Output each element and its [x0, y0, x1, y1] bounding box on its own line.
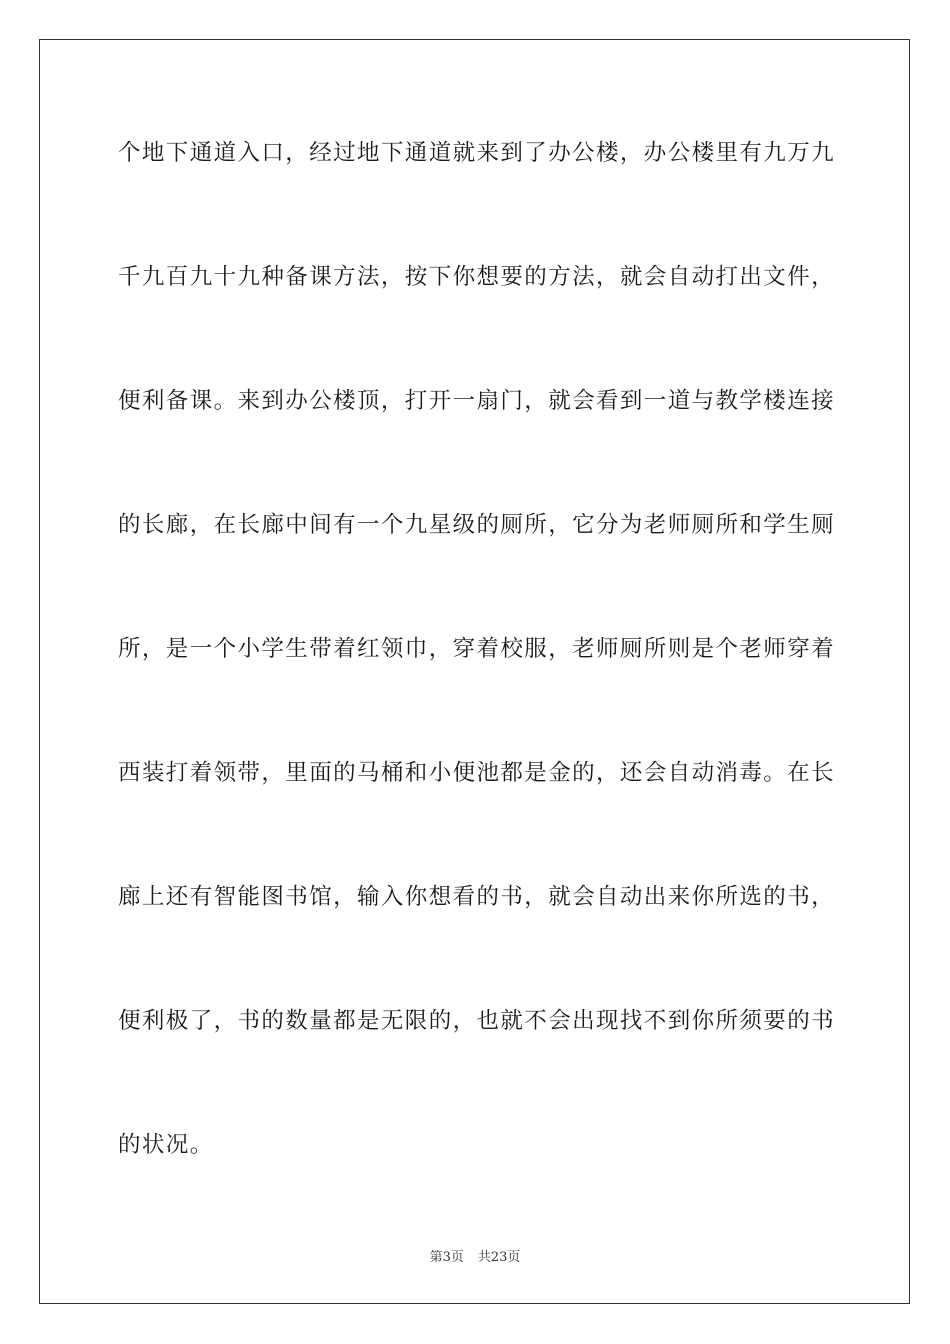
text-line: 廊上还有智能图书馆，输入你想看的书，就会自动出来你所选的书， [118, 884, 836, 910]
page-footer [0, 1246, 950, 1265]
text-line: 西装打着领带，里面的马桶和小便池都是金的，还会自动消毒。在长 [118, 760, 836, 786]
text-line: 所，是一个小学生带着红领巾，穿着校服，老师厕所则是个老师穿着 [118, 636, 836, 662]
text-line: 便利极了，书的数量都是无限的，也就不会出现找不到你所须要的书 [118, 1008, 836, 1034]
text-line: 千九百九十九种备课方法，按下你想要的方法，就会自动打出文件， [118, 264, 836, 290]
text-line: 个地下通道入口，经过地下通道就来到了办公楼，办公楼里有九万九 [118, 140, 836, 166]
text-line: 的长廊，在长廊中间有一个九星级的厕所，它分为老师厕所和学生厕 [118, 512, 836, 538]
text-line: 的状况。 [118, 1132, 214, 1158]
text-line: 便利备课。来到办公楼顶，打开一扇门，就会看到一道与教学楼连接 [118, 388, 836, 414]
total-page-count: 共23页 [477, 1250, 521, 1265]
current-page-number: 第3页 [429, 1250, 464, 1265]
document-body [118, 128, 838, 1244]
